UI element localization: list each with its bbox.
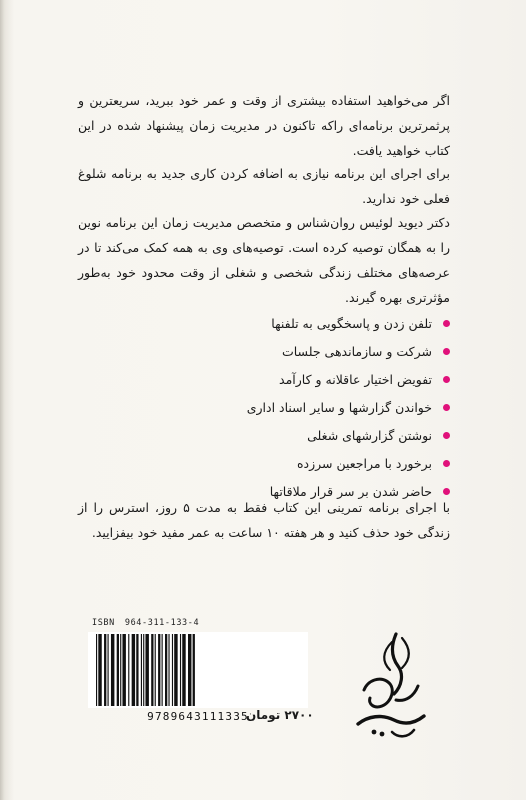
bullet-icon — [443, 348, 450, 355]
list-item — [110, 394, 450, 422]
intro-paragraph — [78, 88, 450, 163]
author-text: دکتر دیوید لوئیس روان‌شناس و متخصص مدیریت زمان این برنامه نوین را به همگان توصیه کرده است. توصیه‌های وی به همه کمک می‌کند تا در عرصه‌های مختلف زندگی شخصی و شغلی از وقت محدود خود به‌طور مؤثرتری بهره گیرند. — [78, 215, 450, 305]
bullet-icon — [443, 404, 450, 411]
publisher-logo-icon — [352, 628, 430, 746]
list-item-text: شرکت و سازماندهی جلسات — [281, 344, 432, 359]
isbn-number: 964-311-133-4 — [124, 618, 200, 628]
list-item — [110, 422, 450, 450]
intro-text: اگر می‌خواهید استفاده بیشتری از وقت و عمر خود ببرید، سریعترین و پرثمرترین برنامه‌ای راکه تاکنون در مدیریت زمان پیشنهاد شده در این کتاب خواهید یافت. — [78, 93, 450, 158]
topics-list — [110, 310, 450, 506]
list-item-text: حاضر شدن بر سر قرار ملاقاتها — [269, 484, 432, 499]
bullet-icon — [443, 460, 450, 467]
bullet-icon — [443, 432, 450, 439]
isbn-label: ISBN — [92, 618, 115, 628]
list-item-text: تفویض اختیار عاقلانه و کارآمد — [279, 372, 432, 387]
list-item-text: برخورد با مراجعین سرزده — [296, 456, 432, 471]
list-item — [110, 366, 450, 394]
author-paragraph — [78, 210, 450, 310]
isbn-line — [92, 618, 304, 628]
barcode-digits: 9789643111335 — [147, 710, 249, 723]
spine-edge — [0, 0, 4, 800]
closing-paragraph — [78, 495, 450, 545]
program-paragraph — [78, 161, 450, 211]
closing-text: با اجرای برنامه تمرینی این کتاب فقط به مدت ۵ روز، استرس را از زندگی خود حذف کنید و هر هفته ۱۰ ساعت به عمر مفید خود بیفزایید. — [78, 500, 450, 540]
bullet-icon — [443, 376, 450, 383]
list-item — [110, 338, 450, 366]
list-item — [110, 310, 450, 338]
list-item-text: خواندن گزارشها و سایر اسناد اداری — [246, 400, 432, 415]
bullet-icon — [443, 320, 450, 327]
list-item — [110, 450, 450, 478]
list-item-text: نوشتن گزارشهای شغلی — [307, 428, 432, 443]
bullet-icon — [443, 488, 450, 495]
barcode-icon — [88, 632, 308, 708]
program-text: برای اجرای این برنامه نیازی به اضافه کردن کاری جدید به برنامه شلوغ فعلی خود ندارید. — [78, 166, 450, 206]
list-item-text: تلفن زدن و پاسخگویی به تلفنها — [271, 316, 432, 331]
price: ۲۷۰۰ تومان — [246, 708, 314, 722]
barcode — [88, 632, 308, 708]
